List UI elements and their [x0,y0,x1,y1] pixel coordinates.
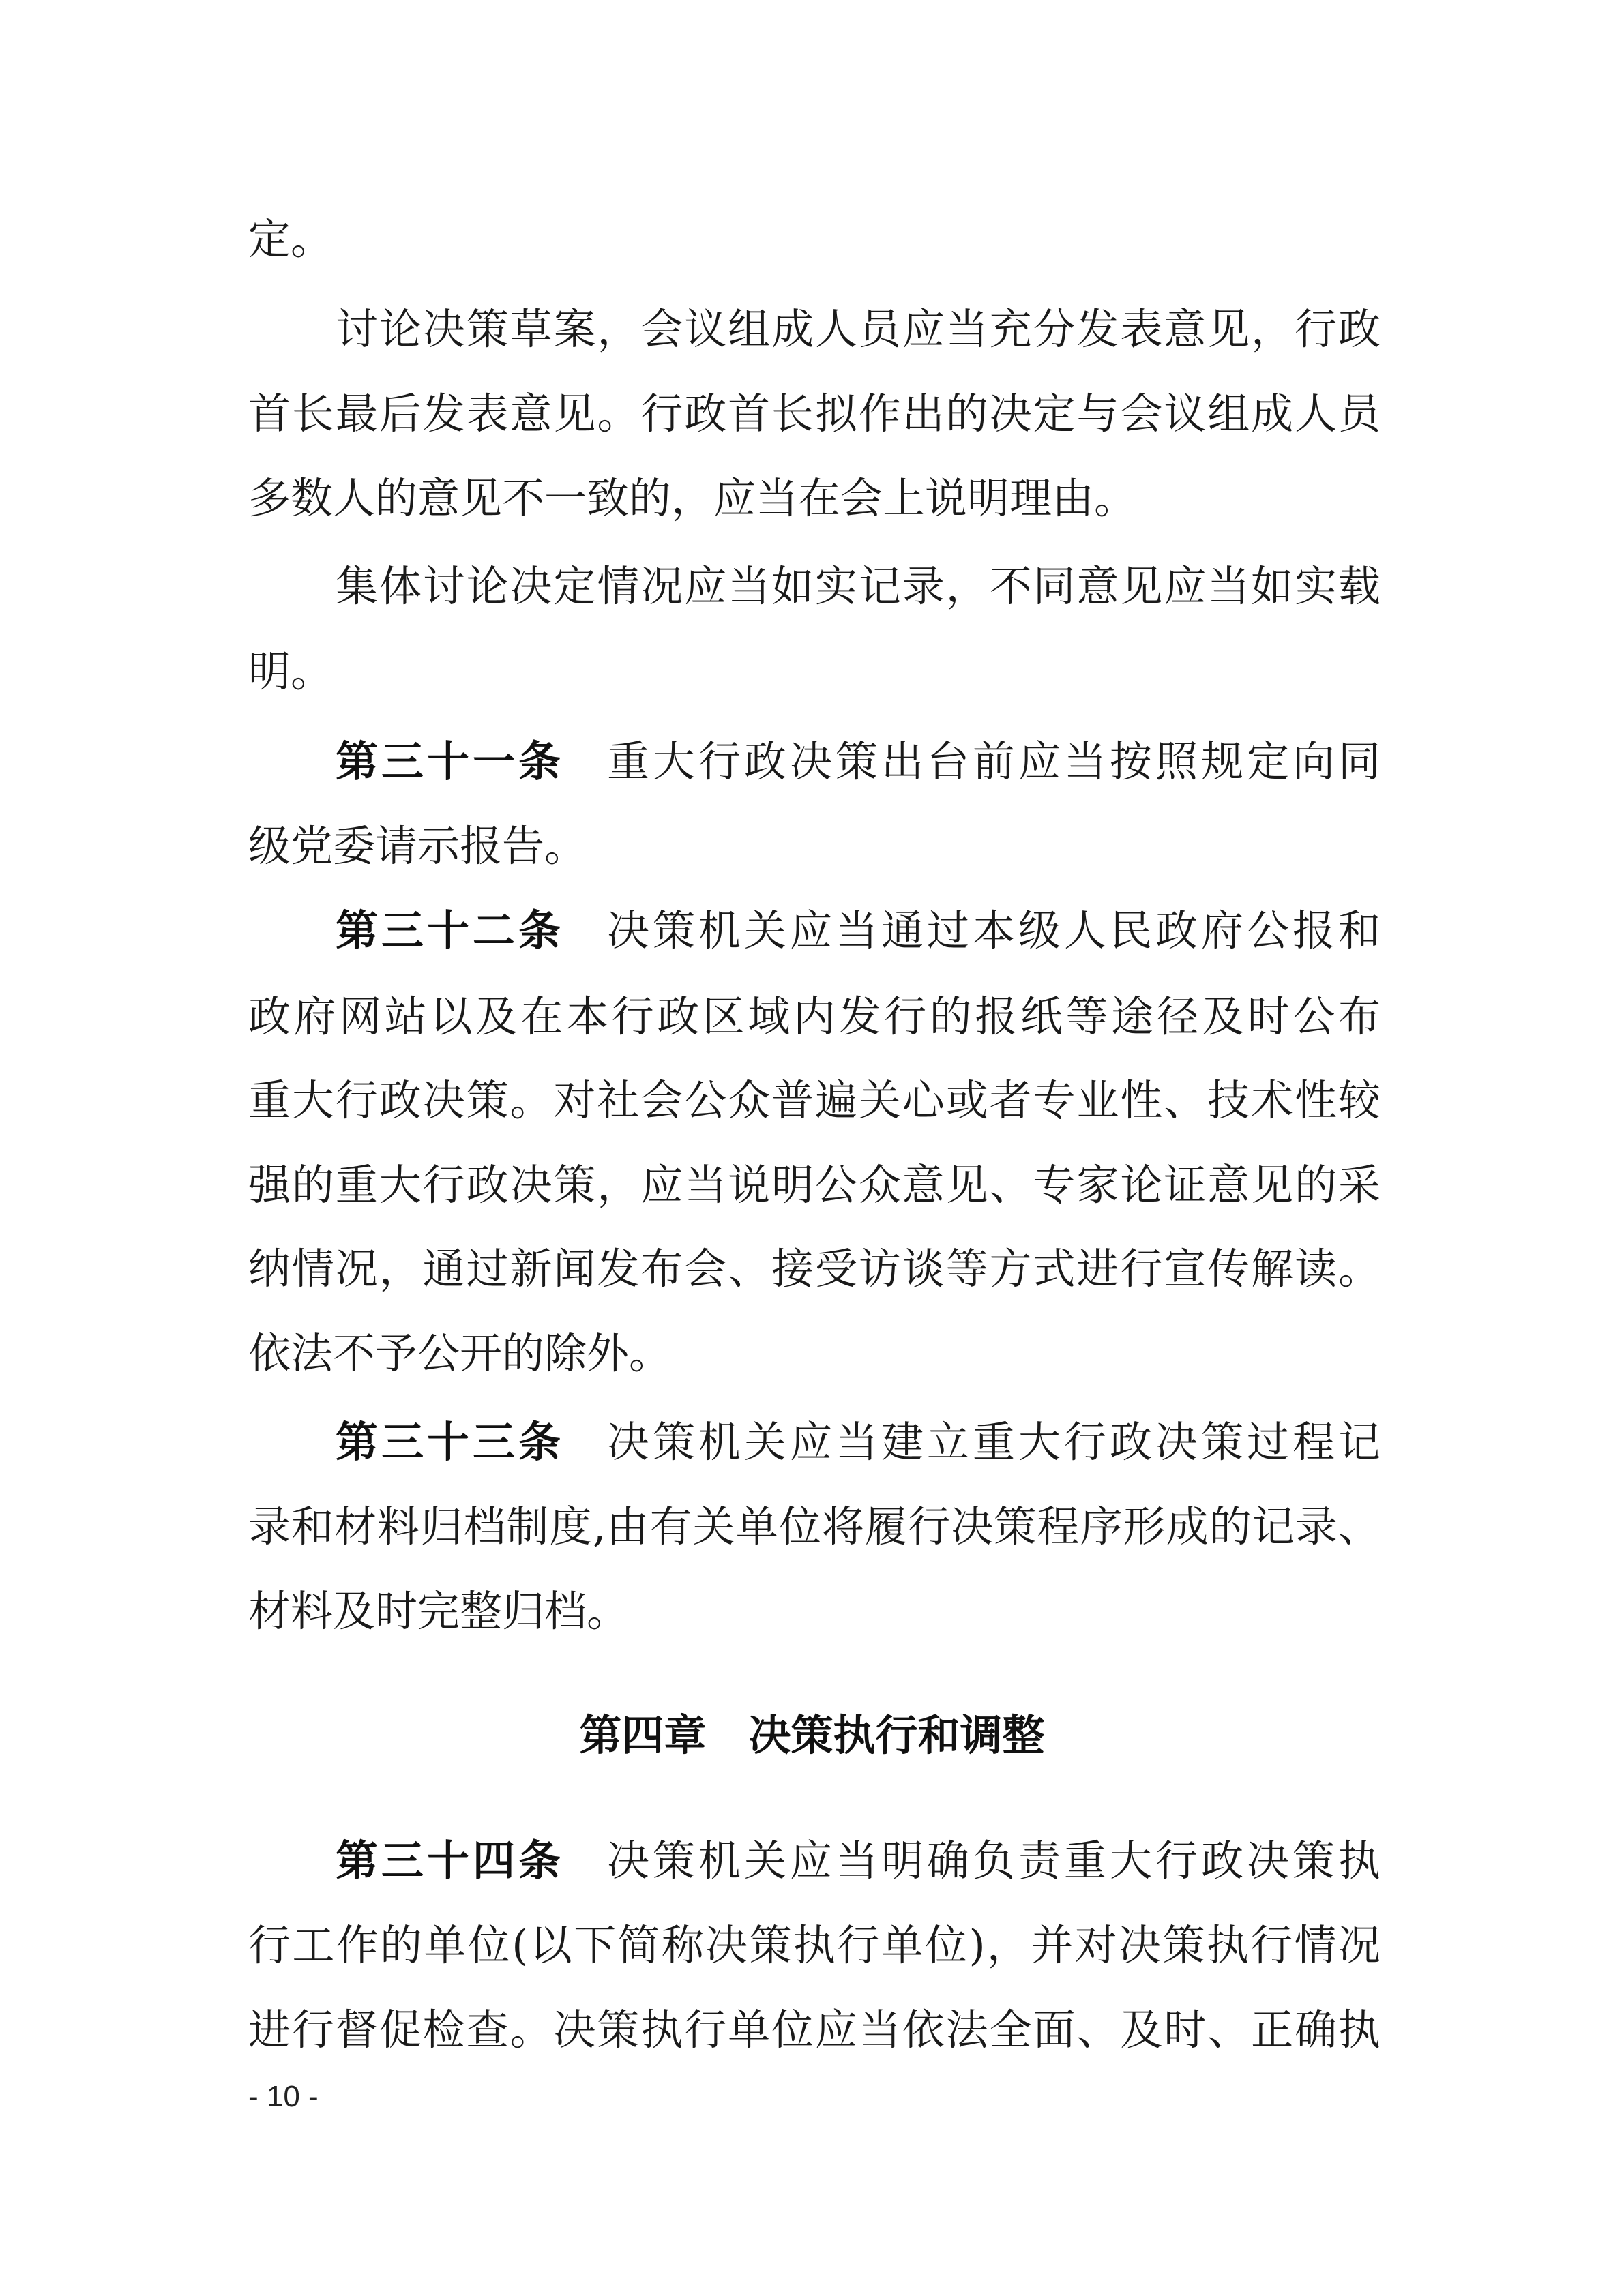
paragraph-line: 录和材料归档制度,由有关单位将履行决策程序形成的记录、 [248,1502,1381,1551]
paragraph-line: 进行督促检查。决策执行单位应当依法全面、及时、正确执 [248,2005,1381,2055]
article-text: 决策机关应当明确负责重大行政决策执 [604,1836,1381,1885]
article-number: 第三十二条 [336,906,564,955]
article-32-line [336,886,1381,975]
article-number: 第三十三条 [336,1417,564,1467]
paragraph-line: 明。 [248,646,334,696]
article-text: 重大行政决策出台前应当按照规定向同 [604,736,1381,786]
article-33-line [336,1398,1381,1487]
paragraph-line: 集体讨论决定情况应当如实记录，不同意见应当如实载 [336,561,1381,611]
article-text: 决策机关应当通过本级人民政府公报和 [604,906,1381,955]
paragraph-line: 材料及时完整归档。 [248,1586,630,1636]
paragraph-line: 讨论决策草案，会议组成人员应当充分发表意见，行政 [336,304,1381,354]
paragraph-line: 强的重大行政决策，应当说明公众意见、专家论证意见的采 [248,1160,1381,1210]
paragraph-line: 级党委请示报告。 [248,821,587,871]
paragraph-line: 依法不予公开的除外。 [248,1328,672,1378]
article-text: 决策机关应当建立重大行政决策过程记 [604,1417,1381,1467]
chapter-title: 决策执行和调整 [748,1710,1045,1760]
article-34-line [336,1817,1381,1905]
chapter-number: 第四章 [579,1710,707,1760]
paragraph-line: 多数人的意见不一致的，应当在会上说明理由。 [248,473,1137,523]
paragraph-line: 纳情况，通过新闻发布会、接受访谈等方式进行宣传解读。 [248,1244,1381,1294]
article-number: 第三十四条 [336,1836,564,1885]
paragraph-line: 政府网站以及在本行政区域内发行的报纸等途径及时公布 [248,992,1381,1041]
paragraph-line: 首长最后发表意见。行政首长拟作出的决定与会议组成人员 [248,389,1381,438]
article-number: 第三十一条 [336,736,564,786]
article-31-line [336,717,1381,806]
chapter-heading [0,1691,1624,1780]
paragraph-line: 行工作的单位(以下简称决策执行单位)，并对决策执行情况 [248,1920,1381,1970]
paragraph-line: 重大行政决策。对社会公众普遍关心或者专业性、技术性较 [248,1075,1381,1125]
page-number: - 10 - [248,2080,319,2113]
paragraph-line: 定。 [248,214,334,264]
